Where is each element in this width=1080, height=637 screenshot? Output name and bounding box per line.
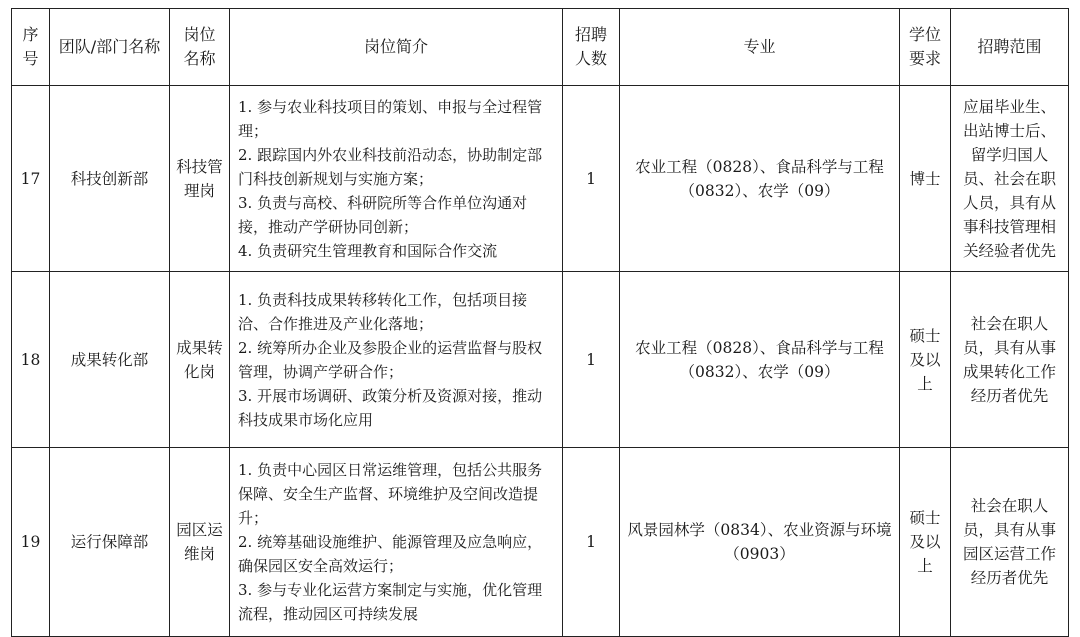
cell-no: 17 bbox=[12, 86, 50, 272]
cell-scope: 社会在职人员，具有从事园区运营工作经历者优先 bbox=[951, 448, 1069, 637]
header-no: 序号 bbox=[12, 9, 50, 86]
cell-post: 园区运维岗 bbox=[170, 448, 230, 637]
cell-count: 1 bbox=[563, 448, 620, 637]
desc-line: 1. 参与农业科技项目的策划、申报与全过程管理； bbox=[238, 97, 543, 140]
desc-line: 3. 开展市场调研、政策分析及资源对接，推动科技成果市场化应用 bbox=[238, 386, 543, 429]
desc-line: 2. 统筹基础设施维护、能源管理及应急响应，确保园区安全高效运行； bbox=[238, 533, 543, 575]
header-scope: 招聘范围 bbox=[951, 9, 1069, 86]
cell-no: 18 bbox=[12, 272, 50, 448]
cell-major: 风景园林学（0834）、农业资源与环境（0903） bbox=[620, 448, 900, 637]
cell-degree: 博士 bbox=[900, 86, 951, 272]
cell-major: 农业工程（0828）、食品科学与工程（0832）、农学（09） bbox=[620, 86, 900, 272]
cell-count: 1 bbox=[563, 86, 620, 272]
cell-major: 农业工程（0828）、食品科学与工程（0832）、农学（09） bbox=[620, 272, 900, 448]
cell-no: 19 bbox=[12, 448, 50, 637]
cell-scope: 应届毕业生、出站博士后、留学归国人员、社会在职人员，具有从事科技管理相关经验者优先 bbox=[951, 86, 1069, 272]
desc-line: 3. 参与专业化运营方案制定与实施，优化管理流程，推动园区可持续发展 bbox=[238, 581, 543, 623]
desc-line: 4. 负责研究生管理教育和国际合作交流 bbox=[238, 241, 498, 260]
cell-desc bbox=[230, 86, 563, 272]
desc-line: 1. 负责科技成果转移转化工作，包括项目接洽、合作推进及产业化落地； bbox=[238, 290, 528, 333]
cell-post: 成果转化岗 bbox=[170, 272, 230, 448]
cell-dept: 运行保障部 bbox=[50, 448, 170, 637]
cell-post: 科技管理岗 bbox=[170, 86, 230, 272]
cell-desc bbox=[230, 448, 563, 637]
cell-degree: 硕士及以上 bbox=[900, 448, 951, 637]
desc-line: 2. 跟踪国内外农业科技前沿动态，协助制定部门科技创新规划与实施方案； bbox=[238, 145, 543, 188]
desc-line: 1. 负责中心园区日常运维管理，包括公共服务保障、安全生产监督、环境维护及空间改造提升； bbox=[238, 461, 543, 527]
desc-line: 3. 负责与高校、科研院所等合作单位沟通对接，推动产学研协同创新； bbox=[238, 193, 528, 236]
cell-dept: 科技创新部 bbox=[50, 86, 170, 272]
recruitment-table bbox=[11, 8, 1069, 637]
desc-line: 2. 统筹所办企业及参股企业的运营监督与股权管理，协调产学研合作； bbox=[238, 338, 543, 381]
table-row bbox=[12, 448, 1069, 637]
cell-degree: 硕士及以上 bbox=[900, 272, 951, 448]
cell-scope: 社会在职人员，具有从事成果转化工作经历者优先 bbox=[951, 272, 1069, 448]
header-degree: 学位要求 bbox=[900, 9, 951, 86]
header-row bbox=[12, 9, 1069, 86]
cell-desc bbox=[230, 272, 563, 448]
header-count: 招聘人数 bbox=[563, 9, 620, 86]
cell-count: 1 bbox=[563, 272, 620, 448]
table-row bbox=[12, 272, 1069, 448]
header-dept: 团队/部门名称 bbox=[50, 9, 170, 86]
header-post: 岗位名称 bbox=[170, 9, 230, 86]
header-major: 专业 bbox=[620, 9, 900, 86]
table-row bbox=[12, 86, 1069, 272]
header-desc: 岗位简介 bbox=[230, 9, 563, 86]
cell-dept: 成果转化部 bbox=[50, 272, 170, 448]
